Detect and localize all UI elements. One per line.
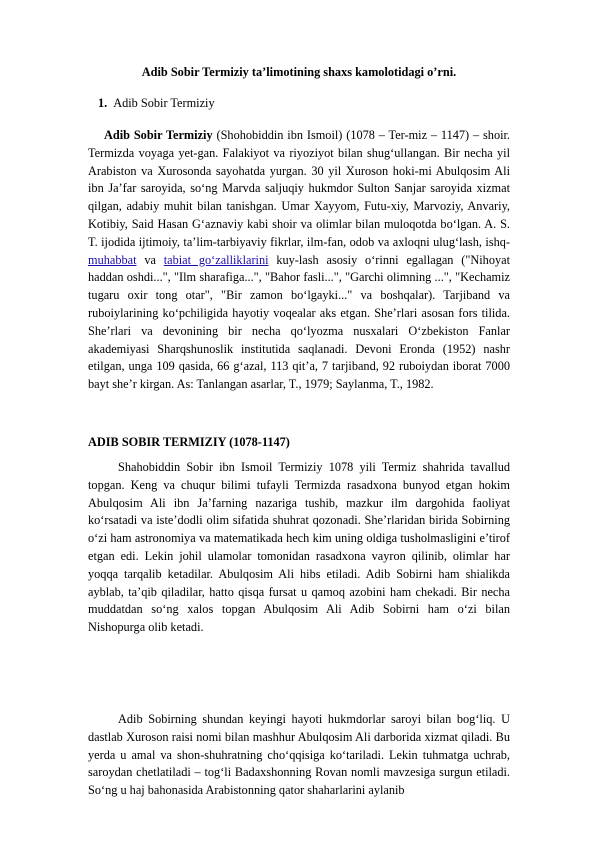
intro-text-start: (Shohobiddin ibn Ismoil) (1078 – Ter-miz – 1147) – shoir. Termizda voyaga yet-gan. Falakiyot va riyoziyot bilan shug‘ullangan. Bir necha yil Arabiston va Xurosonda sayohatda yurgan. 30 yil Xuroson hoki-mi Abulqosim Ali ibn Ja’far saroyida, so‘ng Marvda saljuqiy hukmdor Sulton Sanjar saroyida xizmat qilgan, adabiy muhit bilan tanishgan. Umar Xayyom, Futu-xiy, Marvoziy, Anvariy, Kotibiy, Said Hasan G‘aznaviy kabi shoir va olimlar bilan muloqotda bo‘lgan. A. S. T. ijodida ijtimoiy, ta’lim-tarbiyaviy fikrlar, ilm-fan, odob va axloqni ulug‘lash, ishq- [88, 128, 510, 249]
document-title: Adib Sobir Termiziy ta’limotining shaxs kamolotidagi o’rni. [141, 65, 457, 79]
body-paragraph: Shahobiddin Sobir ibn Ismoil Termiziy 1078 yili Termiz shahrida tavallud topgan. Keng va chuqur bilimi tufayli Termizda rasadxona bunyod etgan hokim Abulqosim Ali ibn Ja’farning nazariga tushib, mazkur ilm dargohida faoliyat ko‘rsatadi va iste’dodli olim sifatida shuhrat qozonadi. She’rlaridan birida Sobirning o‘zi ham astronomiya va matematikada hech kim uning oldiga tusholmasligini e’tirof etgan edi. Lekin johil ulamolar tomonidan rasadxona vayron qilinib, olimlar har yoqqa tarqalib ketadilar. Abulqosim Ali hibs etiladi. Adib Sobirni ham shialikda ayblab, ta’qib qiladilar, hatto qisqa fursat u qamoq azobini ham chekadi. Bir necha muddatdan so‘ng xalos topgan Abulqosim Ali Adib Sobirni ham o‘zi bilan Nishopurga olib ketadi. [88, 460, 510, 635]
intro-name: Adib Sobir Termiziy [104, 128, 213, 142]
section-heading: ADIB SOBIR TERMIZIY (1078-1147) [88, 435, 290, 449]
intro-text-between: va [136, 252, 164, 267]
list-item-number: 1. [98, 96, 108, 110]
list-item-label: Adib Sobir Termiziy [113, 96, 215, 110]
link-muhabbat[interactable]: muhabbat [88, 252, 137, 267]
numbered-list-item [98, 95, 215, 113]
link-tabiat-gozalliklarini[interactable]: tabiat go‘zalliklarini [163, 252, 269, 267]
intro-paragraph [88, 127, 510, 394]
body-paragraph: Adib Sobirning shundan keyingi hayoti hukmdorlar saroyi bilan bog‘liq. U dastlab Xuroson raisi nomi bilan mashhur Abulqosim Ali darborida xizmat qiladi. Bu yerda u amal va shon-shuhratning cho‘qqisiga ko‘tariladi. Lekin tuhmatga uchrab, saroydan chetlatiladi – tog‘li Badaxshonning Rovan nomli mavzesiga surgun etiladi. So‘ng u haj bahonasida Arabistonning qator shaharlarini aylanib [88, 712, 510, 798]
intro-text-end: kuy-lash asosiy o‘rinni egallagan ("Nihoyat haddan oshdi...", "Ilm sharafiga...", "Bahor fasli...", "Garchi olimning ...", "Kechamiz tugaru oxir tong otar", "Bir zamon bo‘lgayki..." va boshqalar). Tarjiband va ruboiylarining ko‘pchiligida hayotiy voqealar aks etgan. She’rlari asosan fors tilida. She’rlari va devonining bir necha qo‘lyozma nusxalari O‘zbekiston Fanlar akademiyasi Sharqshunoslik institutida saqlanadi. Devoni Eronda (1952) nashr etilgan, unga 109 qasida, 66 g‘azal, 113 qit’a, 7 tarjiband, 92 ruboiydan iborat 7000 bayt she’r kirgan. As: Tanlangan asarlar, T., 1979; Saylanma, T., 1982. [88, 252, 510, 392]
